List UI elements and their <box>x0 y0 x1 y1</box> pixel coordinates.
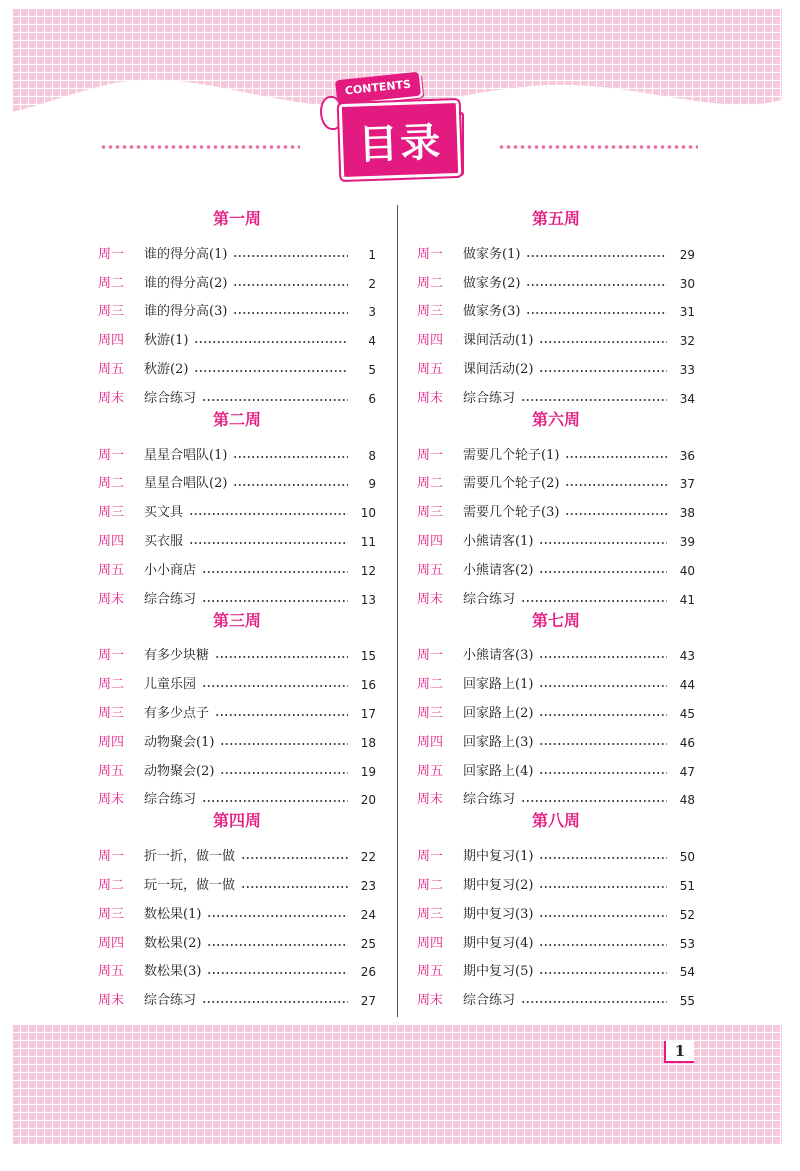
toc-entry[interactable] <box>417 233 695 262</box>
entry-day: 周末 <box>417 390 444 406</box>
entry-label: 小熊请客(3) <box>463 648 534 664</box>
dot-leader <box>539 570 667 574</box>
entry-page-number: 22 <box>360 850 376 865</box>
toc-entry[interactable] <box>98 721 376 750</box>
entry-page-number: 48 <box>679 793 695 808</box>
week-title: 第一周 <box>212 209 261 228</box>
toc-entry[interactable] <box>98 692 376 721</box>
toc-entry[interactable] <box>98 779 376 808</box>
page-number: 1 <box>664 1041 694 1063</box>
entry-page-number: 47 <box>679 764 695 779</box>
toc-entry[interactable] <box>417 262 695 291</box>
entry-day: 周一 <box>98 648 125 664</box>
entry-label: 买文具 <box>144 505 184 521</box>
entry-label: 买衣服 <box>144 533 184 549</box>
entry-page-number: 34 <box>679 391 695 406</box>
toc-entry[interactable] <box>417 835 695 864</box>
entry-label: 数松果(1) <box>144 906 202 922</box>
entry-label: 有多少点子 <box>144 705 210 721</box>
entry-day: 周五 <box>98 964 125 980</box>
dot-leader <box>202 1000 348 1004</box>
entry-day: 周二 <box>98 877 125 893</box>
toc-entry[interactable] <box>98 578 376 607</box>
entry-page-number: 13 <box>360 592 376 607</box>
entry-page-number: 6 <box>368 391 376 406</box>
toc-entry[interactable] <box>417 434 695 463</box>
entry-day: 周五 <box>417 562 444 578</box>
entry-page-number: 51 <box>679 878 695 893</box>
entry-day: 周四 <box>417 734 444 750</box>
entry-day: 周末 <box>98 993 125 1009</box>
contents-logo <box>318 76 468 186</box>
entry-label: 需要几个轮子(2) <box>463 476 560 492</box>
dot-leader <box>220 771 348 775</box>
entry-day: 周四 <box>98 533 125 549</box>
entry-label: 期中复习(4) <box>463 935 534 951</box>
dot-leader <box>539 742 667 746</box>
entry-page-number: 55 <box>679 994 695 1009</box>
page-title: 目录 <box>357 119 443 168</box>
toc-entry[interactable] <box>417 721 695 750</box>
week-section <box>417 205 695 406</box>
dot-leader <box>233 455 348 459</box>
entry-day: 周一 <box>417 648 444 664</box>
entry-label: 综合练习 <box>463 792 516 808</box>
entry-day: 周五 <box>417 763 444 779</box>
entry-day: 周三 <box>417 705 444 721</box>
entry-page-number: 43 <box>679 649 695 664</box>
entry-label: 折一折，做一做 <box>144 849 236 865</box>
toc-entry[interactable] <box>417 779 695 808</box>
entry-label: 期中复习(1) <box>463 849 534 865</box>
toc-entry[interactable] <box>417 864 695 893</box>
toc-entry[interactable] <box>417 491 695 520</box>
entry-label: 做家务(2) <box>463 275 521 291</box>
dot-leader <box>521 799 667 803</box>
week-title: 第八周 <box>531 811 580 831</box>
entry-page-number: 2 <box>368 276 376 291</box>
week-title: 第六周 <box>531 409 580 429</box>
dot-leader <box>215 655 348 659</box>
entry-label: 玩一玩，做一做 <box>144 877 236 893</box>
dotted-rule-left <box>100 144 300 150</box>
entry-day: 周五 <box>417 964 444 980</box>
toc-entry[interactable] <box>417 951 695 980</box>
entry-label: 综合练习 <box>144 993 197 1009</box>
entry-page-number: 4 <box>368 334 376 349</box>
toc-entry[interactable] <box>417 750 695 779</box>
week-section <box>417 607 695 808</box>
toc-entry[interactable] <box>98 291 376 320</box>
toc-entry[interactable] <box>417 635 695 664</box>
toc-entry[interactable] <box>98 262 376 291</box>
week-section <box>98 807 376 1008</box>
toc-entry[interactable] <box>417 291 695 320</box>
dot-leader <box>521 599 667 603</box>
entry-label: 小熊请客(1) <box>463 533 534 549</box>
entry-day: 周二 <box>417 877 444 893</box>
entry-label: 综合练习 <box>463 993 516 1009</box>
entry-page-number: 9 <box>368 477 376 492</box>
entry-page-number: 19 <box>360 764 376 779</box>
dot-leader <box>202 599 348 603</box>
entry-page-number: 25 <box>360 936 376 951</box>
entry-page-number: 24 <box>360 907 376 922</box>
dot-leader <box>194 369 348 373</box>
entry-label: 期中复习(5) <box>463 964 534 980</box>
week-title: 第四周 <box>212 811 261 831</box>
column-divider <box>397 205 398 1017</box>
dot-leader <box>539 856 667 860</box>
entry-page-number: 39 <box>679 534 695 549</box>
dot-leader <box>233 283 348 287</box>
toc-entry[interactable] <box>98 951 376 980</box>
title-box <box>339 100 462 180</box>
toc-entry[interactable] <box>98 864 376 893</box>
entry-day: 周二 <box>98 476 125 492</box>
entry-page-number: 32 <box>679 334 695 349</box>
entry-page-number: 45 <box>679 706 695 721</box>
dot-leader <box>207 914 348 918</box>
entry-label: 课间活动(2) <box>463 361 534 377</box>
entry-page-number: 10 <box>360 506 376 521</box>
dot-leader <box>539 713 667 717</box>
toc-entry[interactable] <box>417 893 695 922</box>
entry-label: 需要几个轮子(1) <box>463 447 560 463</box>
toc-entry[interactable] <box>417 692 695 721</box>
toc-entry[interactable] <box>98 434 376 463</box>
toc-entry[interactable] <box>98 549 376 578</box>
entry-page-number: 8 <box>368 448 376 463</box>
week-section <box>417 807 695 1008</box>
entry-day: 周三 <box>417 304 444 320</box>
entry-page-number: 11 <box>360 534 376 549</box>
entry-label: 秋游(1) <box>144 333 189 349</box>
entry-page-number: 12 <box>360 563 376 578</box>
toc-entry[interactable] <box>98 491 376 520</box>
contents-tag: CONTENTS <box>335 72 421 105</box>
entry-label: 做家务(1) <box>463 246 521 262</box>
entry-label: 综合练习 <box>144 390 197 406</box>
toc-entry[interactable] <box>417 979 695 1008</box>
dot-leader <box>233 483 348 487</box>
entry-label: 综合练习 <box>463 390 516 406</box>
dot-leader <box>526 254 667 258</box>
dot-leader <box>539 771 667 775</box>
entry-page-number: 18 <box>360 735 376 750</box>
week-title: 第五周 <box>531 209 580 228</box>
entry-day: 周一 <box>417 246 444 262</box>
entry-page-number: 41 <box>679 592 695 607</box>
dot-leader <box>202 398 348 402</box>
entry-label: 小小商店 <box>144 562 197 578</box>
entry-label: 回家路上(1) <box>463 677 534 693</box>
entry-label: 谁的得分高(1) <box>144 246 228 262</box>
entry-label: 期中复习(3) <box>463 906 534 922</box>
week-section <box>417 406 695 607</box>
entry-day: 周四 <box>98 935 125 951</box>
toc-entry[interactable] <box>98 922 376 951</box>
dot-leader <box>539 914 667 918</box>
entry-day: 周二 <box>417 476 444 492</box>
entry-page-number: 52 <box>679 907 695 922</box>
dot-leader <box>521 398 667 402</box>
entry-day: 周三 <box>417 906 444 922</box>
entry-label: 综合练习 <box>463 591 516 607</box>
week-title: 第二周 <box>212 409 261 429</box>
entry-day: 周末 <box>417 792 444 808</box>
week-section <box>98 406 376 607</box>
entry-label: 小熊请客(2) <box>463 562 534 578</box>
dot-leader <box>539 541 667 545</box>
entry-day: 周三 <box>98 906 125 922</box>
entry-day: 周四 <box>98 333 125 349</box>
entry-day: 周二 <box>417 275 444 291</box>
dot-leader <box>194 340 348 344</box>
entry-page-number: 53 <box>679 936 695 951</box>
entry-day: 周五 <box>417 361 444 377</box>
entry-day: 周末 <box>417 591 444 607</box>
entry-page-number: 27 <box>360 994 376 1009</box>
dot-leader <box>526 311 667 315</box>
entry-label: 综合练习 <box>144 591 197 607</box>
toc-entry[interactable] <box>98 463 376 492</box>
entry-day: 周三 <box>98 304 125 320</box>
entry-label: 星星合唱队(1) <box>144 447 228 463</box>
toc-entry[interactable] <box>98 348 376 377</box>
dot-leader <box>539 369 667 373</box>
week-section <box>98 205 376 406</box>
toc-entry[interactable] <box>98 750 376 779</box>
toc-entry[interactable] <box>98 233 376 262</box>
entry-page-number: 33 <box>679 362 695 377</box>
entry-label: 数松果(3) <box>144 964 202 980</box>
entry-day: 周一 <box>417 447 444 463</box>
entry-day: 周一 <box>98 246 125 262</box>
entry-page-number: 46 <box>679 735 695 750</box>
dot-leader <box>539 655 667 659</box>
dot-leader <box>189 541 348 545</box>
toc-column-left <box>98 205 376 1008</box>
entry-day: 周三 <box>417 505 444 521</box>
toc-entry[interactable] <box>417 319 695 348</box>
entry-label: 期中复习(2) <box>463 877 534 893</box>
entry-day: 周二 <box>98 275 125 291</box>
toc-entry[interactable] <box>98 319 376 348</box>
entry-label: 做家务(3) <box>463 304 521 320</box>
dot-leader <box>539 943 667 947</box>
dot-leader <box>539 971 667 975</box>
dot-leader <box>565 455 667 459</box>
entry-day: 周末 <box>98 591 125 607</box>
entry-page-number: 44 <box>679 678 695 693</box>
dot-leader <box>207 943 348 947</box>
toc-entry[interactable] <box>417 463 695 492</box>
entry-day: 周四 <box>417 533 444 549</box>
dot-leader <box>539 340 667 344</box>
entry-label: 儿童乐园 <box>144 677 197 693</box>
week-title: 第三周 <box>212 610 261 630</box>
toc-entry[interactable] <box>98 835 376 864</box>
entry-label: 星星合唱队(2) <box>144 476 228 492</box>
entry-day: 周一 <box>417 849 444 865</box>
entry-label: 课间活动(1) <box>463 333 534 349</box>
dot-leader <box>220 742 348 746</box>
toc-entry[interactable] <box>98 663 376 692</box>
entry-page-number: 20 <box>360 793 376 808</box>
entry-page-number: 5 <box>368 362 376 377</box>
dot-leader <box>202 570 348 574</box>
entry-day: 周末 <box>98 390 125 406</box>
entry-page-number: 3 <box>368 305 376 320</box>
entry-page-number: 30 <box>679 276 695 291</box>
toc-entry[interactable] <box>98 520 376 549</box>
dot-leader <box>539 684 667 688</box>
week-title: 第七周 <box>531 610 580 630</box>
entry-day: 周末 <box>98 792 125 808</box>
entry-label: 动物聚会(1) <box>144 734 215 750</box>
entry-page-number: 54 <box>679 965 695 980</box>
toc-entry[interactable] <box>98 979 376 1008</box>
toc-entry[interactable] <box>417 549 695 578</box>
entry-page-number: 23 <box>360 878 376 893</box>
entry-label: 谁的得分高(3) <box>144 304 228 320</box>
entry-day: 周三 <box>98 505 125 521</box>
week-section <box>98 607 376 808</box>
dot-leader <box>241 856 348 860</box>
entry-day: 周五 <box>98 562 125 578</box>
dotted-rule-right <box>498 144 698 150</box>
toc-entry[interactable] <box>98 635 376 664</box>
entry-page-number: 16 <box>360 678 376 693</box>
entry-day: 周四 <box>417 935 444 951</box>
entry-page-number: 36 <box>679 448 695 463</box>
entry-page-number: 15 <box>360 649 376 664</box>
toc-entry[interactable] <box>417 663 695 692</box>
entry-day: 周二 <box>98 677 125 693</box>
toc-entry[interactable] <box>417 348 695 377</box>
dot-leader <box>521 1000 667 1004</box>
entry-day: 周四 <box>417 333 444 349</box>
entry-day: 周一 <box>98 447 125 463</box>
entry-label: 动物聚会(2) <box>144 763 215 779</box>
toc-entry[interactable] <box>417 377 695 406</box>
entry-day: 周五 <box>98 763 125 779</box>
toc-entry[interactable] <box>417 578 695 607</box>
entry-label: 秋游(2) <box>144 361 189 377</box>
dot-leader <box>565 512 667 516</box>
dot-leader <box>526 283 667 287</box>
entry-page-number: 1 <box>368 247 376 262</box>
entry-page-number: 17 <box>360 706 376 721</box>
entry-day: 周三 <box>98 705 125 721</box>
toc-entry[interactable] <box>98 377 376 406</box>
entry-label: 综合练习 <box>144 792 197 808</box>
entry-label: 回家路上(2) <box>463 705 534 721</box>
entry-day: 周四 <box>98 734 125 750</box>
entry-label: 有多少块糖 <box>144 648 210 664</box>
entry-label: 回家路上(3) <box>463 734 534 750</box>
entry-page-number: 31 <box>679 305 695 320</box>
entry-page-number: 38 <box>679 506 695 521</box>
entry-page-number: 40 <box>679 563 695 578</box>
toc-column-right <box>417 205 695 1008</box>
dot-leader <box>215 713 348 717</box>
dot-leader <box>539 885 667 889</box>
toc-entry[interactable] <box>98 893 376 922</box>
dot-leader <box>565 483 667 487</box>
entry-day: 周一 <box>98 849 125 865</box>
entry-day: 周五 <box>98 361 125 377</box>
dot-leader <box>241 885 348 889</box>
dot-leader <box>189 512 348 516</box>
toc-entry[interactable] <box>417 520 695 549</box>
entry-page-number: 29 <box>679 247 695 262</box>
entry-label: 回家路上(4) <box>463 763 534 779</box>
dot-leader <box>207 971 348 975</box>
entry-page-number: 37 <box>679 477 695 492</box>
dot-leader <box>202 799 348 803</box>
entry-day: 周二 <box>417 677 444 693</box>
dot-leader <box>233 311 348 315</box>
entry-label: 数松果(2) <box>144 935 202 951</box>
entry-label: 谁的得分高(2) <box>144 275 228 291</box>
entry-day: 周末 <box>417 993 444 1009</box>
dot-leader <box>202 684 348 688</box>
entry-label: 需要几个轮子(3) <box>463 505 560 521</box>
entry-page-number: 50 <box>679 850 695 865</box>
entry-page-number: 26 <box>360 965 376 980</box>
toc-entry[interactable] <box>417 922 695 951</box>
dot-leader <box>233 254 348 258</box>
